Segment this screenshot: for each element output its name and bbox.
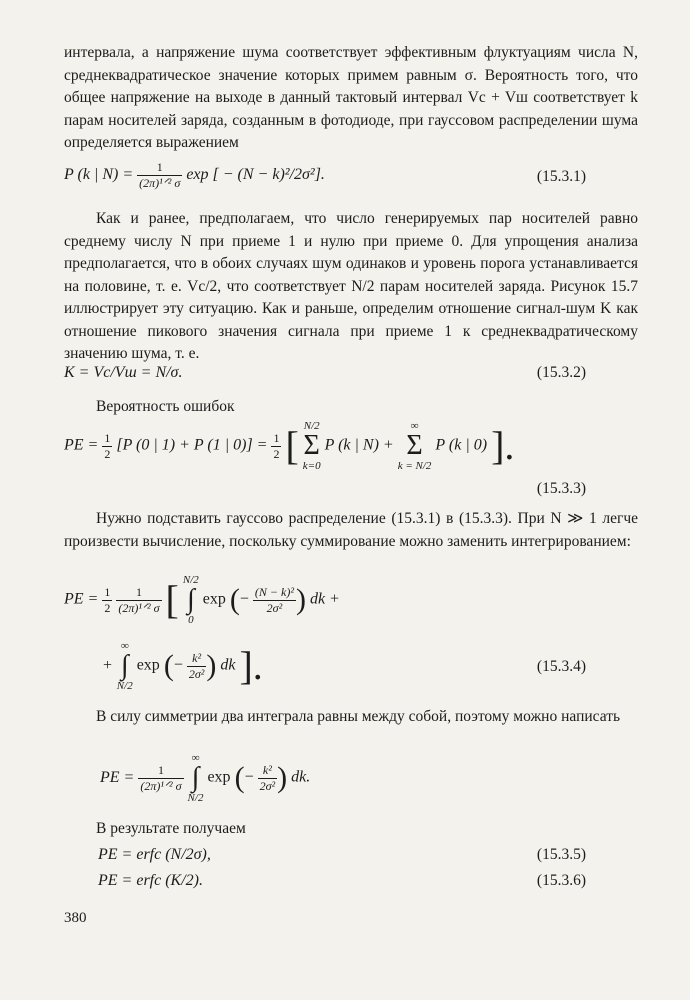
equation-15-3-6: PE = erfc (K/2). (15.3.6)	[98, 872, 586, 889]
equation-15-3-3: PE = $\frac{1}{2}$ [P (0 | 1) + P (1 | 0)] = $\frac{1}{2}$ [ N/2 Σ k=0 P (k | N) + ∞ Σ k = N/2 P (k | 0) ]. (15.3.3)	[64, 420, 586, 497]
paragraph-symmetry: В силу симметрии два интеграла равны между собой, поэтому можно написать	[96, 708, 621, 725]
paragraph-intro: интервала, а напряжение шума соответствует эффективным флуктуациям числа N, среднеквадратическое значение которых примем равным σ. Вероятность того, что общее напряжение на выходе в данный тактовый интервал Vc + Vш соответствует k парам носителей заряда, созданным в фотодиоде, при гауссовом распределении шума определяется выражением	[64, 44, 638, 151]
equation-number: (15.3.6)	[536, 872, 586, 889]
page-number: 380	[64, 910, 87, 926]
equation-15-3-2: K = Vc/Vш = N/σ. (15.3.2)	[64, 364, 586, 381]
equation-number: (15.3.4)	[536, 658, 586, 675]
paragraph-result: В результате получаем	[96, 820, 246, 837]
equation-15-3-4-line1: PE = $\frac{1}{2}$ $\frac{1}{\text{(2π)¹ᐟ² σ}}$ [ N/2 ∫ 0 exp (− $\frac{\text{(N − k)²}}{\text{2σ²}}$ ) dk +	[64, 574, 340, 626]
equation-number: (15.3.5)	[536, 846, 586, 863]
paragraph-assumptions: Как и ранее, предполагаем, что число генерируемых пар носителей равно среднему числу N при приеме 1 и нулю при приеме 0. Для упрощения анализа предполагается, что в обоих случаях шум одинаков и уровень порога устанавливается на половине, т. е. Vc/2, что соответствует N/2 парам носителей заряда. Рисунок 15.7 иллюстрирует эту ситуацию. Как и раньше, определим отношение сигнал-шум K как отношение пикового значения сигнала при приеме 1 к среднеквадратическому значению шума, т. е.	[64, 210, 638, 362]
equation-single-integral: PE = $\frac{1}{\text{(2π)¹ᐟ² σ}}$ ∞ ∫ N/2 exp (− $\frac{\text{k²}}{\text{2σ²}}$ ) dk.	[100, 752, 311, 804]
paragraph-error-probability: Вероятность ошибок	[96, 398, 235, 415]
equation-number: (15.3.2)	[536, 364, 586, 381]
sum-symbol: N/2 Σ k=0	[302, 420, 321, 472]
paragraph-substitution: Нужно подставить гауссово распределение (15.3.1) в (15.3.3). При N ≫ 1 легче произвести вычисление, поскольку суммирование можно заменить интегрированием:	[64, 510, 638, 550]
integral-symbol: ∞ ∫ N/2	[116, 640, 133, 692]
equation-15-3-5: PE = erfc (N/2σ), (15.3.5)	[98, 846, 586, 863]
equation-number: (15.3.1)	[536, 168, 586, 185]
equation-15-3-1: P (k | N) = $\frac{1}{\text{(2π)¹ᐟ² σ}}$ exp [ − (N − k)²/2σ²]. (15.3.1)	[64, 160, 586, 190]
equation-15-3-4-line2: + ∞ ∫ N/2 exp (− $\frac{\text{k²}}{\text{2σ²}}$ ) dk ]. (15.3.4)	[102, 640, 586, 692]
sum-symbol: ∞ Σ k = N/2	[397, 420, 432, 472]
integral-symbol: ∞ ∫ N/2	[187, 752, 204, 804]
integral-symbol: N/2 ∫ 0	[182, 574, 199, 626]
equation-number: (15.3.3)	[536, 480, 586, 497]
